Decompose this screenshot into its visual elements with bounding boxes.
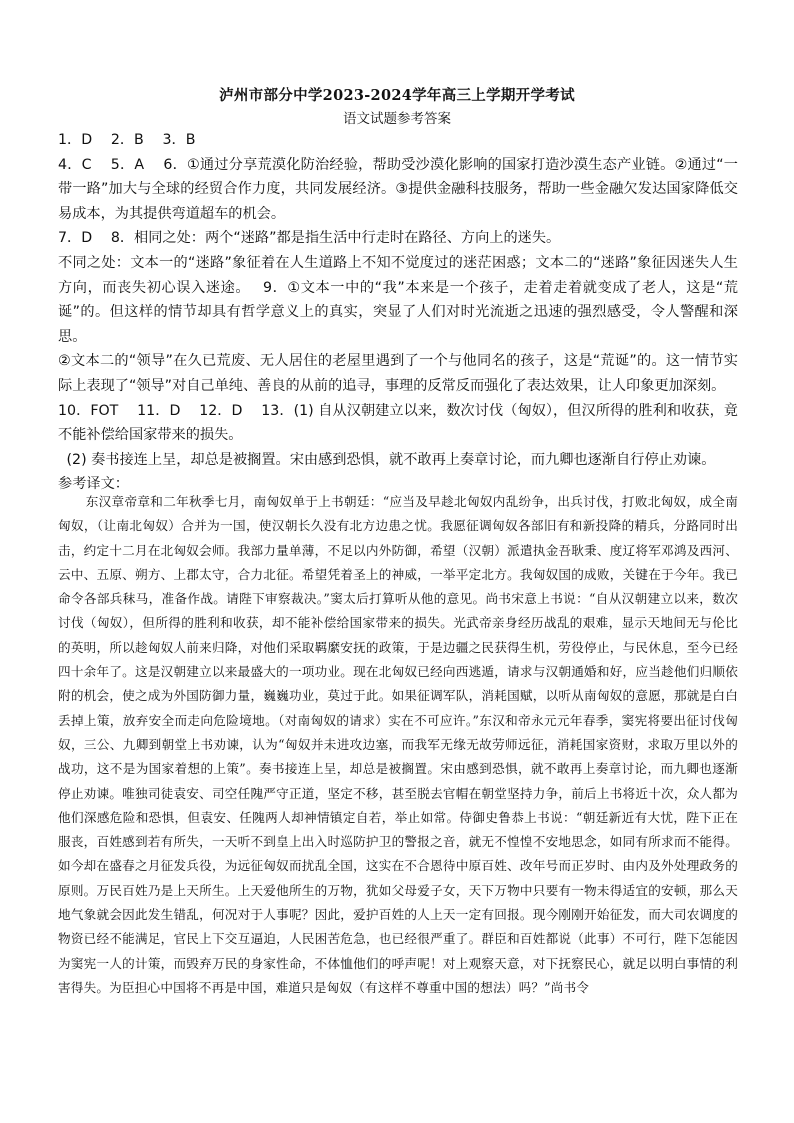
answers-1-3: 1．D 2．B 3．B [58, 132, 196, 148]
answer-8-difference: 不同之处：文本一的“迷路”象征着在人生道路上不知不觉度过的迷茫困惑；文本二的“迷路”象征因迷失人生方向，而丧失初心误入迷途。 9．①文本一中的“我”本来是一个孩子，走着走着就变成了老人，这是“荒诞”的。但这样的情节却具有哲学意义上的真实，突显了人们对时光流逝之迅速的强烈感受，令人警醒和深思。 [58, 254, 738, 345]
answers-7-8: 7．D 8．相同之处：两个“迷路”都是指生活中行走时在路径、方向上的迷失。 [58, 230, 561, 247]
page-subtitle: 语文试题参考答案 [343, 111, 451, 127]
reference-translation-label: 参考译文： [58, 476, 129, 493]
answer-9-part2: ②文本二的“领导”在久已荒废、无人居住的老屋里遇到了一个与他同名的孩子，这是“荒诞”的。这一情节实际上表现了“领导”对自己单纯、善良的从前的追寻，事理的反常反而强化了表达效果，让人印象更加深刻。 [58, 353, 738, 394]
answer-13-part2: (2) 奏书接连上呈，却总是被搁置。宋由感到恐惧，就不敢再上奏章讨论，而九卿也逐渐自行停止劝谏。 [66, 451, 716, 468]
page-title: 泸州市部分中学2023-2024学年高三上学期开学考试 [219, 87, 575, 104]
answers-4-6: 4．C 5．A 6．①通过分享荒漠化防治经验，帮助受沙漠化影响的国家打造沙漠生态产业链。②通过“一带一路”加大与全球的经贸合作力度，共同发展经济。③提供金融科技服务，帮助一些金融欠发达国家降低交易成本，为其提供弯道超车的机会。 [58, 156, 738, 222]
answer-key [58, 128, 738, 497]
reference-translation-text: 东汉章帝章和二年秋季七月，南匈奴单于上书朝廷：“应当及早趁北匈奴内乱纷争，出兵讨伐，打败北匈奴，成全南匈奴，（让南北匈奴）合并为一国，使汉朝长久没有北方边患之忧。我愿征调匈奴各部旧有和新投降的精兵，分路同时出击，约定十二月在北匈奴会师。我部力量单薄，不足以内外防御，希望（汉朝）派遣执金吾耿秉、度辽将军邓鸿及西河、云中、五原、朔方、上郡太守，合力北征。希望凭着圣上的神威，一举平定北方。我匈奴国的成败，关键在于今年。我已命令各部兵秣马，准备作战。请陛下审察裁决。”窦太后打算听从他的意见。尚书宋意上书说：“自从汉朝建立以来，数次讨伐（匈奴），但所得的胜利和收获，却不能补偿给国家带来的损失。光武帝亲身经历战乱的艰难，显示天地间无与伦比的英明，所以趁匈奴人前来归降，对他们采取羁縻安抚的政策，于是边疆之民获得生机，劳役停止，与民休息，至今已经四十余年了。这是汉朝建立以来最盛大的一项功业。现在北匈奴已经向西逃遁，请求与汉朝通婚和好，应当趁他们归顺依附的机会，使之成为外国防御力量，巍巍功业，莫过于此。如果征调军队，消耗国赋，以听从南匈奴的意愿，那就是白白丢掉上策，放弃安全而走向危险境地。（对南匈奴的请求）实在不可应许。”东汉和帝永元元年春季，窦宪将要出征讨伐匈奴，三公、九卿到朝堂上书劝谏，认为“匈奴并未进攻边塞，而我军无缘无故劳师远征，消耗国家资财，求取万里以外的战功，这不是为国家着想的上策”。奏书接连上呈，却总是被搁置。宋由感到恐惧，就不敢再上奏章讨论，而九卿也逐渐停止劝谏。唯独司徒袁安、司空任隗严守正道，坚定不移，甚至脱去官帽在朝堂坚持力争，前后上书将近十次，众人都为他们深感危险和恐惧，但袁安、任隗两人却神情镇定自若，举止如常。侍御史鲁恭上书说：“朝廷新近有大忧，陛下正在服丧，百姓感到若有所失，一天听不到皇上出入时巡防护卫的警报之音，就无不惶惶不安地思念，如同有所求而不能得。如今却在盛春之月征发兵役，为远征匈奴而扰乱全国，这实在不合恩待中原百姓、改年号而正岁时、由内及外处理政务的原则。万民百姓乃是上天所生。上天爱他所生的万物，犹如父母爱子女，天下万物中只要有一物未得适宜的安顿，那么天地气象就会因此发生错乱，何况对于人事呢？因此，爱护百姓的人上天一定有回报。现今刚刚开始征发，而大司农调度的物资已经不能满足，官民上下交互逼迫，人民困苦危急，也已经很严重了。群臣和百姓都说（此事）不可行，陛下怎能因为窦宪一人的计策，而毁弃万民的身家性命，不体恤他们的呼声呢！对上观察天意，对下抚察民心，就足以明白事情的利害得失。为臣担心中国将不再是中国，难道只是匈奴（有这样不尊重中国的想法）吗？”尚书令 [58, 494, 738, 995]
answers-10-13: 10．FOT 11．D 12．D 13．(1) 自从汉朝建立以来，数次讨伐（匈奴），但汉所得的胜利和收获，竟不能补偿给国家带来的损失。 [58, 402, 738, 444]
